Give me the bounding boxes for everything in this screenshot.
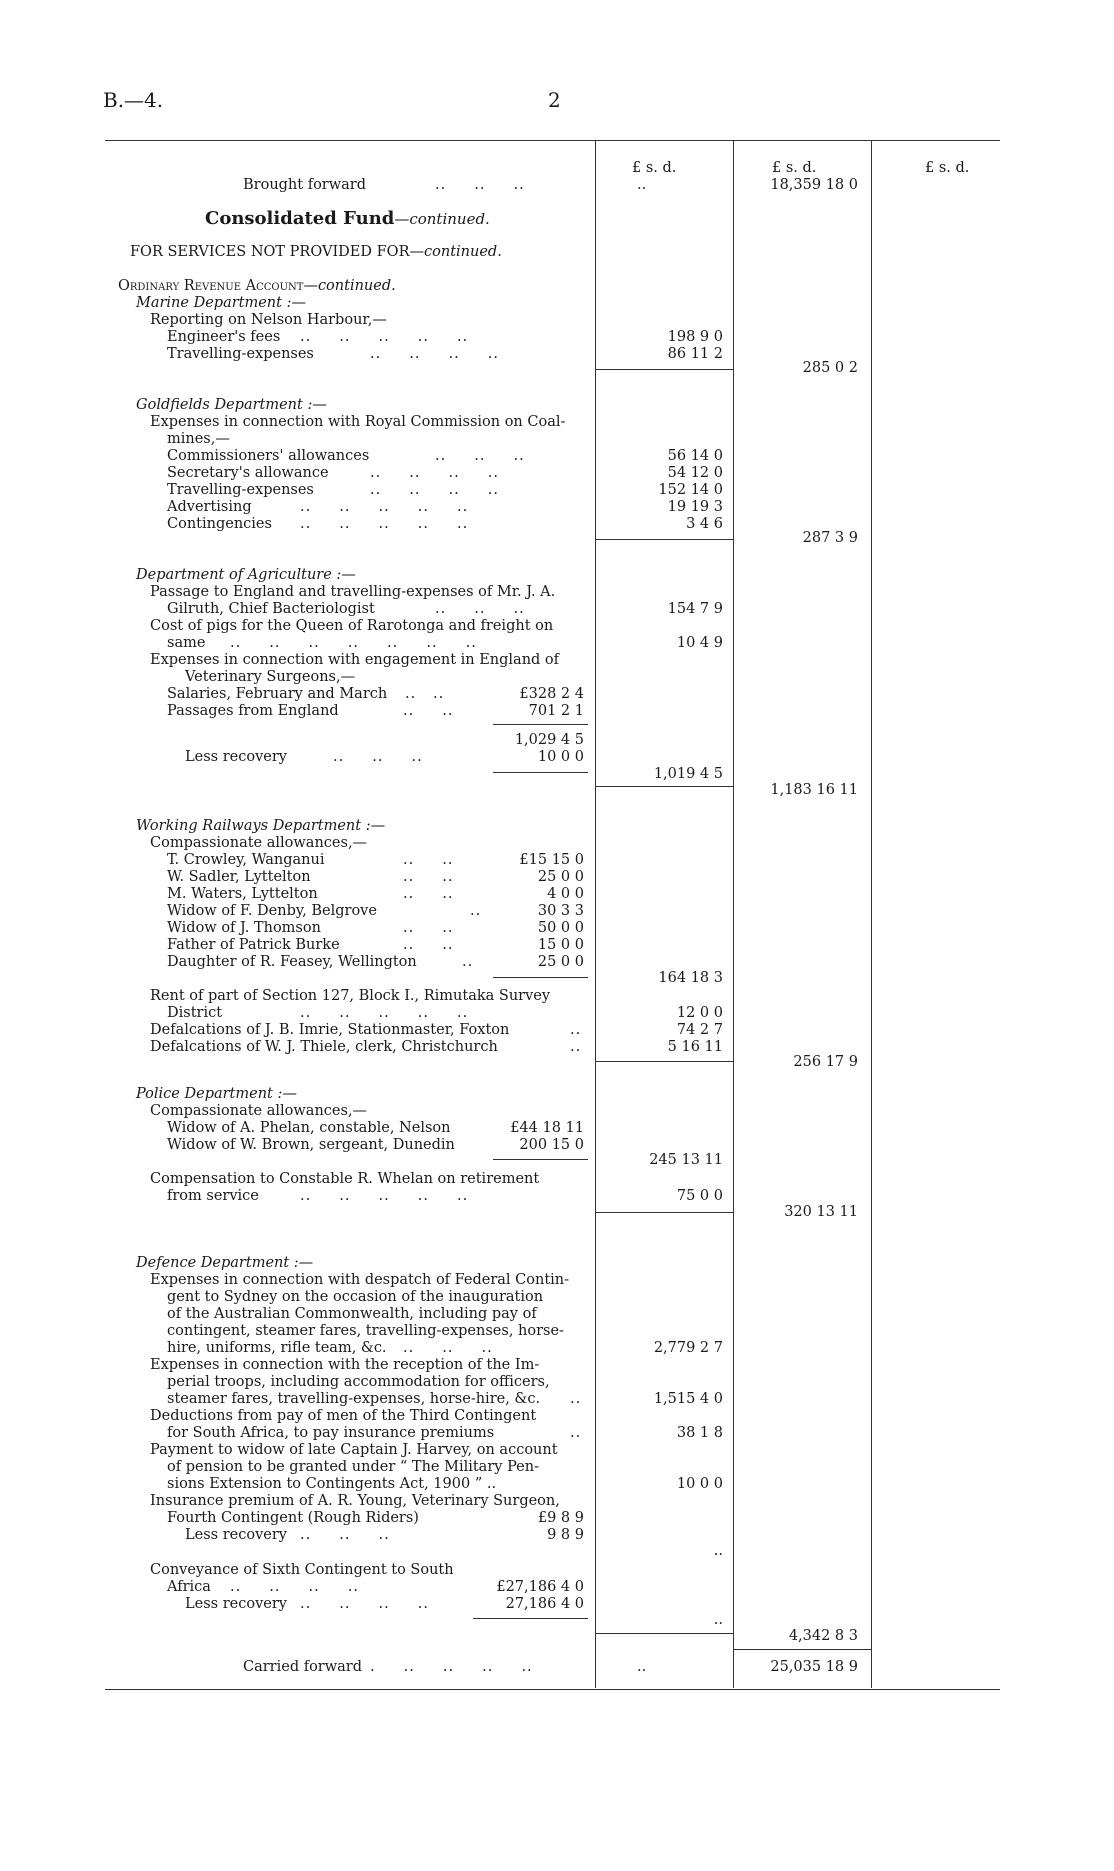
goldfields-amt: 152 14 0 <box>658 482 723 498</box>
defence-inner-amt: 27,186 4 0 <box>505 1596 584 1612</box>
defence-amt: 2,779 2 7 <box>653 1340 723 1356</box>
defence-inner-amt: 9 8 9 <box>547 1527 584 1543</box>
marine-total: 285 0 2 <box>802 360 858 376</box>
agriculture-line: Cost of pigs for the Queen of Rarotonga and freight on <box>150 618 554 634</box>
railways-sub: Compassionate allowances,— <box>150 835 368 851</box>
rule <box>493 772 588 773</box>
rule <box>493 1159 588 1160</box>
agriculture-line: Veterinary Surgeons,— <box>185 669 356 685</box>
fund-title-cont: —continued. <box>394 210 490 228</box>
railways-row: Widow of F. Denby, Belgrove <box>167 903 377 919</box>
goldfields-sub: mines,— <box>167 431 230 447</box>
defence-line: for South Africa, to pay insurance premiums <box>167 1425 495 1441</box>
carried-forward-c1: .. <box>637 1659 647 1675</box>
defence-title: Defence Department :— <box>136 1255 314 1271</box>
railways-line: Rent of part of Section 127, Block I., Rimutaka Survey <box>150 988 551 1004</box>
railways-comp-total: 164 18 3 <box>658 970 723 986</box>
goldfields-total: 287 3 9 <box>802 530 858 546</box>
agriculture-inner-amt: 701 2 1 <box>528 703 584 719</box>
carried-forward-c2: 25,035 18 9 <box>770 1659 858 1675</box>
railways-amt: 25 0 0 <box>537 954 584 970</box>
defence-line: hire, uniforms, rifle team, &c. <box>167 1340 387 1356</box>
police-title: Police Department :— <box>136 1086 297 1102</box>
goldfields-row: Travelling-expenses <box>167 482 314 498</box>
leader-dots: .. .. .. <box>333 749 423 765</box>
leader-dots: .. .. .. <box>435 177 525 193</box>
leader-dots: .. .. .. .. .. <box>300 499 469 515</box>
railways-row: W. Sadler, Lyttelton <box>167 869 311 885</box>
defence-line: contingent, steamer fares, travelling-expenses, horse- <box>167 1323 564 1339</box>
leader-dots: .. <box>570 1022 582 1038</box>
column-rule <box>871 140 872 1688</box>
rule <box>595 539 733 540</box>
railways-amt: 74 2 7 <box>676 1022 723 1038</box>
defence-line: Less recovery <box>185 1596 287 1612</box>
agriculture-title: Department of Agriculture :— <box>136 567 356 583</box>
ordinary-title <box>118 278 396 295</box>
leader-dots: .. .. <box>403 852 454 868</box>
rule <box>595 1061 733 1062</box>
railways-amt: 15 0 0 <box>537 937 584 953</box>
goldfields-sub: Expenses in connection with Royal Commission on Coal- <box>150 414 566 430</box>
police-sub: Compassionate allowances,— <box>150 1103 368 1119</box>
defence-inner-amt: £9 8 9 <box>537 1510 584 1526</box>
leader-dots: .. .. .. <box>435 601 525 617</box>
leader-dots: .. .. .. .. .. <box>300 516 469 532</box>
police-row: Widow of A. Phelan, constable, Nelson <box>167 1120 451 1136</box>
agriculture-net: 1,019 4 5 <box>653 766 723 782</box>
railways-row: Father of Patrick Burke <box>167 937 340 953</box>
agriculture-line: Passage to England and travelling-expenses of Mr. J. A. <box>150 584 556 600</box>
police-comp-total: 245 13 11 <box>649 1152 723 1168</box>
leader-dots: .. .. .. <box>435 448 525 464</box>
marine-row: Travelling-expenses <box>167 346 314 362</box>
agriculture-row: Salaries, February and March <box>167 686 388 702</box>
railways-amt: 5 16 11 <box>667 1039 723 1055</box>
brought-forward-c1: .. <box>637 177 647 193</box>
leader-dots: .. .. <box>403 937 454 953</box>
leader-dots: .. <box>470 903 482 919</box>
defence-line: of pension to be granted under “ The Military Pen- <box>167 1459 539 1475</box>
police-line: Compensation to Constable R. Whelan on retirement <box>150 1171 540 1187</box>
ordinary-title-text: Ordinary Revenue Account <box>118 278 304 294</box>
defence-line: Africa <box>167 1579 211 1595</box>
defence-amt: 1,515 4 0 <box>653 1391 723 1407</box>
leader-dots: .. .. <box>403 869 454 885</box>
railways-amt: 50 0 0 <box>537 920 584 936</box>
goldfields-title: Goldfields Department :— <box>136 397 327 413</box>
goldfields-row: Commissioners' allowances <box>167 448 370 464</box>
leader-dots: .. .. .. .. <box>370 346 500 362</box>
goldfields-row: Contingencies <box>167 516 272 532</box>
goldfields-amt: 54 12 0 <box>667 465 723 481</box>
defence-line: Expenses in connection with the reception of the Im- <box>150 1357 540 1373</box>
railways-title: Working Railways Department :— <box>136 818 386 834</box>
agriculture-inner-amt: 10 0 0 <box>537 749 584 765</box>
leader-dots: .. .. <box>403 920 454 936</box>
railways-row: T. Crowley, Wanganui <box>167 852 325 868</box>
agriculture-inner-amt: £328 2 4 <box>519 686 584 702</box>
leader-dots: .. .. <box>403 886 454 902</box>
marine-row: Engineer's fees <box>167 329 281 345</box>
defence-line: Less recovery <box>185 1527 287 1543</box>
railways-amt: 4 0 0 <box>547 886 584 902</box>
agriculture-row: Less recovery <box>185 749 287 765</box>
leader-dots: .. .. <box>405 686 445 702</box>
services-title-cont: —continued. <box>409 244 502 260</box>
doc-ref: B.—4. <box>103 88 164 112</box>
goldfields-amt: 56 14 0 <box>667 448 723 464</box>
fund-title <box>205 210 490 228</box>
rule <box>493 724 588 725</box>
leader-dots: .. .. .. .. .. .. .. <box>230 635 477 651</box>
leader-dots: . .. .. .. .. <box>370 1659 533 1675</box>
railways-amt: £15 15 0 <box>519 852 584 868</box>
agriculture-row: Passages from England <box>167 703 339 719</box>
police-total: 320 13 11 <box>784 1204 858 1220</box>
leader-dots: .. .. .. .. .. <box>300 1005 469 1021</box>
column-rule <box>733 140 734 1688</box>
column-heading: £ s. d. <box>632 160 677 176</box>
leader-dots: .. <box>570 1039 582 1055</box>
services-title-text: FOR SERVICES NOT PROVIDED FOR <box>130 244 410 260</box>
defence-line: steamer fares, travelling-expenses, horse-hire, &c. <box>167 1391 541 1407</box>
railways-row: M. Waters, Lyttelton <box>167 886 318 902</box>
police-amt: 75 0 0 <box>676 1188 723 1204</box>
railways-row: Daughter of R. Feasey, Wellington <box>167 954 417 970</box>
defence-amt: .. <box>713 1612 723 1628</box>
marine-amt: 86 11 2 <box>667 346 723 362</box>
agriculture-line: Expenses in connection with engagement in England of <box>150 652 560 668</box>
railways-amt: 30 3 3 <box>537 903 584 919</box>
rule <box>473 1618 588 1619</box>
railways-line: Defalcations of W. J. Thiele, clerk, Christchurch <box>150 1039 498 1055</box>
fund-title-text: Consolidated Fund <box>205 208 395 229</box>
rule <box>595 1633 733 1634</box>
defence-amt: .. <box>713 1543 723 1559</box>
railways-row: Widow of J. Thomson <box>167 920 321 936</box>
railways-line: District <box>167 1005 223 1021</box>
rule <box>595 369 733 370</box>
column-heading: £ s. d. <box>772 160 817 176</box>
railways-amt: 12 0 0 <box>676 1005 723 1021</box>
defence-line: of the Australian Commonwealth, including pay of <box>167 1306 537 1322</box>
defence-line: gent to Sydney on the occasion of the inauguration <box>167 1289 544 1305</box>
defence-amt: 38 1 8 <box>676 1425 723 1441</box>
defence-line: Insurance premium of A. R. Young, Veterinary Surgeon, <box>150 1493 560 1509</box>
defence-amt: 10 0 0 <box>676 1476 723 1492</box>
agriculture-subtotal: 1,029 4 5 <box>514 732 584 748</box>
police-line: from service <box>167 1188 259 1204</box>
leader-dots: .. <box>462 954 474 970</box>
police-amt: 200 15 0 <box>519 1137 584 1153</box>
agriculture-total: 1,183 16 11 <box>770 782 858 798</box>
rule <box>733 1649 871 1650</box>
carried-forward-label: Carried forward <box>243 1659 363 1675</box>
leader-dots: .. .. <box>403 703 454 719</box>
marine-amt: 198 9 0 <box>667 329 723 345</box>
column-heading: £ s. d. <box>925 160 970 176</box>
defence-line: Conveyance of Sixth Contingent to South <box>150 1562 454 1578</box>
ordinary-title-cont: —continued. <box>303 278 396 294</box>
rule <box>595 786 733 787</box>
rule <box>595 1212 733 1213</box>
defence-line: Expenses in connection with despatch of Federal Contin- <box>150 1272 570 1288</box>
goldfields-row: Advertising <box>167 499 252 515</box>
leader-dots: .. <box>570 1391 582 1407</box>
brought-forward-c2: 18,359 18 0 <box>770 177 858 193</box>
police-row: Widow of W. Brown, sergeant, Dunedin <box>167 1137 455 1153</box>
services-title <box>130 244 502 261</box>
leader-dots: .. .. .. .. .. <box>300 329 469 345</box>
leader-dots: .. .. .. .. <box>230 1579 360 1595</box>
leader-dots: .. .. .. .. <box>370 465 500 481</box>
defence-line: Deductions from pay of men of the Third Contingent <box>150 1408 537 1424</box>
leader-dots: .. .. .. <box>300 1527 390 1543</box>
page-number: 2 <box>548 88 561 112</box>
rule <box>493 977 588 978</box>
agriculture-amt: 10 4 9 <box>676 635 723 651</box>
column-rule <box>595 140 596 1688</box>
railways-line: Defalcations of J. B. Imrie, Stationmaster, Foxton <box>150 1022 510 1038</box>
goldfields-amt: 19 19 3 <box>667 499 723 515</box>
marine-sub: Reporting on Nelson Harbour,— <box>150 312 387 328</box>
agriculture-line: same <box>167 635 206 651</box>
leader-dots: .. .. .. .. <box>300 1596 430 1612</box>
defence-line: sions Extension to Contingents Act, 1900 ” .. <box>167 1476 497 1492</box>
leader-dots: .. .. .. .. .. <box>300 1188 469 1204</box>
leader-dots: .. .. .. <box>403 1340 493 1356</box>
leader-dots: .. <box>570 1425 582 1441</box>
defence-line: perial troops, including accommodation for officers, <box>167 1374 550 1390</box>
defence-inner-amt: £27,186 4 0 <box>496 1579 584 1595</box>
marine-title: Marine Department :— <box>136 295 306 311</box>
agriculture-line: Gilruth, Chief Bacteriologist <box>167 601 375 617</box>
railways-amt: 25 0 0 <box>537 869 584 885</box>
defence-line: Payment to widow of late Captain J. Harvey, on account <box>150 1442 558 1458</box>
brought-forward-label: Brought forward <box>243 177 367 193</box>
police-amt: £44 18 11 <box>510 1120 584 1136</box>
goldfields-row: Secretary's allowance <box>167 465 329 481</box>
agriculture-amt: 154 7 9 <box>667 601 723 617</box>
defence-total: 4,342 8 3 <box>788 1628 858 1644</box>
goldfields-amt: 3 4 6 <box>686 516 723 532</box>
defence-line: Fourth Contingent (Rough Riders) <box>167 1510 419 1526</box>
leader-dots: .. .. .. .. <box>370 482 500 498</box>
railways-total: 256 17 9 <box>793 1054 858 1070</box>
